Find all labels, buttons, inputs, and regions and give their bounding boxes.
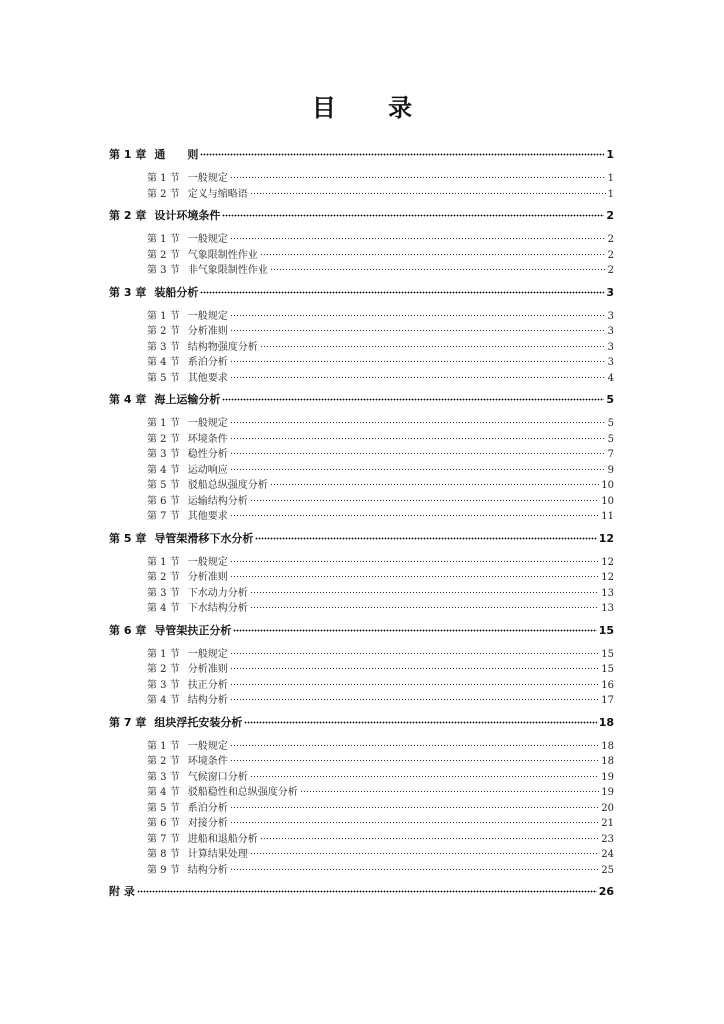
- dot-leader: [230, 360, 606, 363]
- section-title: 非气象限制性作业: [187, 265, 268, 276]
- toc-chapter-entry[interactable]: [109, 146, 614, 166]
- page-number: 26: [598, 885, 614, 898]
- dot-leader: [230, 683, 600, 686]
- dot-leader: [230, 698, 600, 701]
- chapter-title: 导管架滑移下水分析: [154, 531, 254, 545]
- dot-leader: [137, 890, 597, 893]
- toc-section-entry[interactable]: [109, 676, 614, 692]
- toc-section-entry[interactable]: [109, 353, 614, 369]
- toc-title: 目 录: [311, 94, 435, 122]
- page-number: 13: [601, 587, 614, 599]
- section-title: 下水动力分析: [187, 587, 248, 599]
- toc-chapter-block: [109, 207, 614, 277]
- section-title: 驳船稳性和总纵强度分析: [187, 787, 298, 798]
- section-number: 第 3 节: [147, 341, 180, 353]
- toc-section-entry[interactable]: [109, 507, 614, 523]
- section-number: 第 4 节: [147, 464, 180, 476]
- section-title: 气候窗口分析: [187, 771, 248, 783]
- section-number: 第 1 节: [147, 234, 180, 245]
- section-title: 驳船总纵强度分析: [187, 480, 268, 491]
- dot-leader: [230, 176, 606, 179]
- section-number: 第 3 节: [147, 771, 180, 783]
- toc-chapter-entry[interactable]: [109, 207, 614, 227]
- dot-leader: [230, 575, 600, 578]
- toc-chapter-entry[interactable]: [109, 530, 614, 550]
- page-number: 20: [601, 802, 614, 814]
- page-number: 2: [606, 209, 614, 222]
- chapter-number: 第 6 章: [109, 623, 147, 637]
- toc-chapter-block: [109, 284, 614, 385]
- section-title: 运动响应: [187, 464, 228, 476]
- dot-leader: [230, 759, 600, 762]
- chapter-number: 第 1 章: [109, 148, 147, 161]
- page-number: 15: [598, 623, 614, 637]
- dot-leader: [230, 237, 606, 240]
- chapter-title: 装船分析: [154, 285, 199, 299]
- dot-leader: [255, 537, 596, 540]
- section-number: 第 1 节: [147, 556, 180, 568]
- chapter-title: 导管架扶正分析: [154, 623, 232, 637]
- section-title: 一般规定: [187, 740, 228, 752]
- section-number: 第 4 节: [147, 603, 180, 614]
- page-number: 24: [601, 849, 614, 860]
- page-number: 2: [607, 265, 614, 276]
- page-number: 15: [601, 664, 614, 675]
- dot-leader: [230, 667, 600, 670]
- section-number: 第 1 节: [147, 648, 180, 660]
- dot-leader: [250, 192, 606, 195]
- dot-leader: [230, 421, 606, 424]
- section-number: 第 5 节: [147, 480, 180, 491]
- dot-leader: [230, 329, 606, 332]
- section-number: 第 3 节: [147, 265, 180, 276]
- dot-leader: [270, 483, 600, 486]
- chapter-number: 第 7 章: [109, 715, 147, 729]
- page-number: 9: [607, 464, 614, 476]
- section-title: 分析准则: [187, 326, 228, 337]
- page-number: 12: [601, 572, 614, 583]
- page-number: 21: [601, 818, 614, 829]
- chapter-number: 第 4 章: [109, 393, 147, 406]
- toc-section-entry[interactable]: [109, 783, 614, 799]
- toc-section-entry[interactable]: [109, 768, 614, 784]
- page-number: 13: [601, 603, 614, 614]
- toc-section-entry[interactable]: [109, 845, 614, 861]
- toc-chapter-block: [109, 530, 614, 615]
- dot-leader: [250, 852, 600, 855]
- section-number: 第 2 节: [147, 572, 180, 583]
- toc-section-entry[interactable]: [109, 430, 614, 446]
- dot-leader: [230, 652, 600, 655]
- section-title: 稳性分析: [187, 449, 228, 460]
- dot-leader: [230, 560, 600, 563]
- section-title: 计算结果处理: [187, 849, 248, 860]
- toc-section-entry[interactable]: [109, 307, 614, 323]
- dot-leader: [300, 790, 600, 793]
- toc-section-entry[interactable]: [109, 645, 614, 661]
- page-number: 2: [607, 249, 614, 261]
- dot-leader: [230, 437, 606, 440]
- chapter-title: 设计环境条件: [154, 209, 221, 222]
- page-number: 1: [606, 148, 614, 161]
- toc-section-entry[interactable]: [109, 369, 614, 385]
- section-title: 分析准则: [187, 572, 228, 583]
- page-number: 18: [598, 715, 614, 729]
- dot-leader: [260, 253, 606, 256]
- section-number: 第 7 节: [147, 511, 180, 522]
- toc-chapter-block: [109, 146, 614, 200]
- toc-section-entry[interactable]: [109, 737, 614, 753]
- chapter-title: 海上运输分析: [154, 393, 221, 406]
- toc-chapter-block: [109, 622, 614, 707]
- page-number: 4: [607, 372, 614, 384]
- dot-leader: [230, 514, 600, 517]
- section-number: 第 1 节: [147, 740, 180, 752]
- toc-section-entry[interactable]: [109, 461, 614, 477]
- page-number: 1: [607, 173, 614, 184]
- page-number: 15: [601, 648, 614, 660]
- dot-leader: [250, 591, 600, 594]
- page-number: 18: [601, 740, 614, 752]
- section-title: 系泊分析: [187, 802, 228, 814]
- page-number: 3: [607, 326, 614, 337]
- chapter-title: 组块浮托安装分析: [154, 715, 243, 729]
- section-title: 一般规定: [187, 418, 228, 429]
- section-title: 系泊分析: [187, 357, 228, 368]
- page-number: 16: [601, 679, 614, 691]
- chapter-title: 附 录: [109, 885, 135, 898]
- section-title: 进船和退船分析: [187, 833, 258, 845]
- dot-leader: [230, 744, 600, 747]
- toc-chapter-block: [109, 714, 614, 877]
- section-number: 第 1 节: [147, 418, 180, 429]
- section-title: 定义与缩略语: [187, 188, 248, 200]
- section-title: 其他要求: [187, 372, 228, 384]
- toc-chapter-entry[interactable]: [109, 391, 614, 411]
- section-number: 第 9 节: [147, 864, 180, 876]
- section-title: 结构物强度分析: [187, 341, 258, 353]
- section-number: 第 6 节: [147, 818, 180, 829]
- section-number: 第 3 节: [147, 449, 180, 460]
- section-title: 下水结构分析: [187, 603, 248, 614]
- dot-leader: [260, 345, 606, 348]
- page-number: 7: [607, 449, 614, 460]
- page-number: 10: [601, 495, 614, 507]
- section-number: 第 7 节: [147, 833, 180, 845]
- section-number: 第 4 节: [147, 695, 180, 706]
- page-number: 5: [606, 393, 614, 406]
- toc-section-entry[interactable]: [109, 414, 614, 430]
- toc-section-entry[interactable]: [109, 445, 614, 461]
- section-number: 第 6 节: [147, 495, 180, 507]
- section-number: 第 5 节: [147, 802, 180, 814]
- dot-leader: [230, 314, 606, 317]
- page-number: 10: [601, 480, 614, 491]
- dot-leader: [200, 291, 604, 294]
- section-title: 结构分析: [187, 695, 228, 706]
- dot-leader: [244, 721, 596, 724]
- section-number: 第 2 节: [147, 326, 180, 337]
- dot-leader: [230, 376, 606, 379]
- section-title: 一般规定: [187, 234, 228, 245]
- toc-section-entry[interactable]: [109, 830, 614, 846]
- section-title: 结构分析: [187, 864, 228, 876]
- dot-leader: [260, 837, 600, 840]
- toc-section-entry[interactable]: [109, 261, 614, 277]
- section-title: 扶正分析: [187, 679, 228, 691]
- chapter-number: 第 5 章: [109, 531, 147, 545]
- toc-section-entry[interactable]: [109, 814, 614, 830]
- toc-section-entry[interactable]: [109, 476, 614, 492]
- toc-section-entry[interactable]: [109, 660, 614, 676]
- section-number: 第 1 节: [147, 173, 180, 184]
- page-number: 3: [607, 357, 614, 368]
- dot-leader: [250, 606, 600, 609]
- dot-leader: [222, 214, 604, 217]
- section-title: 环境条件: [187, 433, 228, 445]
- page-number: 23: [601, 833, 614, 845]
- dot-leader: [230, 468, 606, 471]
- section-title: 分析准则: [187, 664, 228, 675]
- dot-leader: [230, 821, 600, 824]
- toc-section-entry[interactable]: [109, 584, 614, 600]
- toc-appendix-block: [109, 883, 614, 903]
- dot-leader: [233, 629, 596, 632]
- page-number: 25: [601, 864, 614, 876]
- toc-section-entry[interactable]: [109, 691, 614, 707]
- section-number: 第 3 节: [147, 587, 180, 599]
- toc-chapter-entry[interactable]: [109, 284, 614, 304]
- section-title: 运输结构分析: [187, 495, 248, 507]
- section-title: 一般规定: [187, 648, 228, 660]
- toc-section-entry[interactable]: [109, 861, 614, 877]
- table-of-contents: [109, 146, 614, 906]
- dot-leader: [230, 868, 600, 871]
- toc-section-entry[interactable]: [109, 338, 614, 354]
- section-number: 第 2 节: [147, 433, 180, 445]
- page-number: 3: [607, 341, 614, 353]
- dot-leader: [250, 775, 600, 778]
- toc-chapter-block: [109, 391, 614, 523]
- toc-section-entry[interactable]: [109, 246, 614, 262]
- page-number: 5: [607, 433, 614, 445]
- section-number: 第 4 节: [147, 787, 180, 798]
- section-title: 一般规定: [187, 556, 228, 568]
- section-title: 环境条件: [187, 756, 228, 767]
- page-number: 12: [598, 531, 614, 545]
- page-number: 1: [607, 188, 614, 200]
- chapter-title: 通 则: [154, 148, 199, 161]
- toc-chapter-entry[interactable]: [109, 883, 614, 903]
- dot-leader: [230, 806, 600, 809]
- toc-chapter-entry[interactable]: [109, 714, 614, 734]
- page-number: 17: [601, 695, 614, 706]
- section-number: 第 2 节: [147, 188, 180, 200]
- dot-leader: [200, 153, 604, 156]
- dot-leader: [222, 398, 604, 401]
- section-number: 第 2 节: [147, 664, 180, 675]
- dot-leader: [270, 268, 606, 271]
- toc-section-entry[interactable]: [109, 599, 614, 615]
- chapter-number: 第 3 章: [109, 285, 147, 299]
- section-number: 第 4 节: [147, 357, 180, 368]
- page-number: 5: [607, 418, 614, 429]
- toc-section-entry[interactable]: [109, 185, 614, 201]
- toc-section-entry[interactable]: [109, 322, 614, 338]
- chapter-number: 第 2 章: [109, 209, 147, 222]
- toc-section-entry[interactable]: [109, 230, 614, 246]
- section-title: 一般规定: [187, 310, 228, 322]
- section-title: 气象限制性作业: [187, 249, 258, 261]
- section-number: 第 2 节: [147, 249, 180, 261]
- section-number: 第 2 节: [147, 756, 180, 767]
- toc-chapter-entry[interactable]: [109, 622, 614, 642]
- dot-leader: [230, 452, 606, 455]
- toc-section-entry[interactable]: [109, 169, 614, 185]
- toc-section-entry[interactable]: [109, 752, 614, 768]
- dot-leader: [250, 499, 600, 502]
- page-number: 3: [607, 310, 614, 322]
- page-number: 2: [607, 234, 614, 245]
- section-number: 第 8 节: [147, 849, 180, 860]
- page-number: 18: [601, 756, 614, 767]
- page-number: 19: [601, 787, 614, 798]
- section-number: 第 1 节: [147, 310, 180, 322]
- page-number: 11: [601, 511, 614, 522]
- toc-section-entry[interactable]: [109, 492, 614, 508]
- page-number: 3: [606, 285, 614, 299]
- section-number: 第 3 节: [147, 679, 180, 691]
- toc-section-entry[interactable]: [109, 568, 614, 584]
- section-title: 对接分析: [187, 818, 228, 829]
- toc-section-entry[interactable]: [109, 553, 614, 569]
- page-number: 12: [601, 556, 614, 568]
- page-number: 19: [601, 771, 614, 783]
- toc-section-entry[interactable]: [109, 799, 614, 815]
- section-title: 一般规定: [187, 173, 228, 184]
- section-title: 其他要求: [187, 511, 228, 522]
- section-number: 第 5 节: [147, 372, 180, 384]
